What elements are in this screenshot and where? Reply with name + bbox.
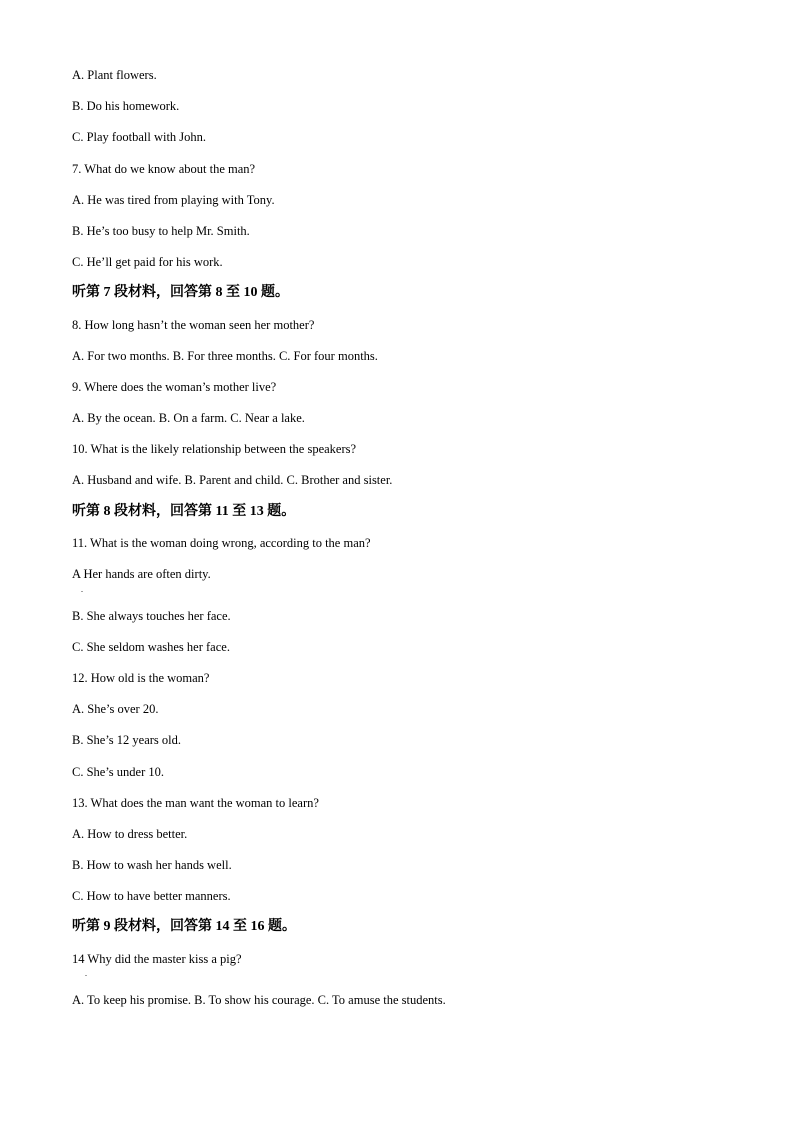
question-line: 7. What do we know about the man?	[72, 161, 256, 176]
option-line: A. How to dress better.	[72, 826, 188, 841]
option-line: B. He’s too busy to help Mr. Smith.	[72, 223, 250, 238]
option-line: C. Play football with John.	[72, 130, 207, 145]
section-heading: 听第 8 段材料，回答第 11 至 13 题。	[72, 503, 296, 519]
option-line: C. He’ll get paid for his work.	[72, 255, 223, 270]
question-line: 13. What does the man want the woman to learn?	[72, 795, 319, 810]
option-line: A. He was tired from playing with Tony.	[72, 192, 275, 207]
question-line: 10. What is the likely relationship between the speakers?	[72, 442, 357, 457]
option-line: C. She’s under 10.	[72, 764, 165, 779]
option-line: B. Do his homework.	[72, 99, 180, 114]
question-line: 11. What is the woman doing wrong, according to the man?	[72, 535, 371, 550]
stray-dot-mark: .	[81, 585, 83, 594]
question-line: 9. Where does the woman’s mother live?	[72, 379, 277, 394]
section-heading: 听第 9 段材料，回答第 14 至 16 题。	[72, 919, 296, 935]
stray-dot-mark: .	[85, 969, 87, 978]
option-line: A. By the ocean. B. On a farm. C. Near a lake.	[72, 411, 305, 426]
option-line: A. To keep his promise. B. To show his courage. C. To amuse the students.	[72, 993, 446, 1008]
option-line: A. For two months. B. For three months. C. For four months.	[72, 348, 378, 363]
option-line: A. Plant flowers.	[72, 68, 157, 82]
section-heading: 听第 7 段材料，回答第 8 至 10 题。	[72, 285, 289, 301]
question-line: 14 Why did the master kiss a pig?	[72, 951, 242, 966]
document-page	[72, 64, 752, 1020]
option-line: C. How to have better manners.	[72, 889, 231, 904]
option-line: B. How to wash her hands well.	[72, 858, 232, 873]
option-line: B. She’s 12 years old.	[72, 733, 182, 748]
option-line: A Her hands are often dirty.	[72, 567, 211, 581]
option-line: A. Husband and wife. B. Parent and child. C. Brother and sister.	[72, 473, 393, 488]
option-line: B. She always touches her face.	[72, 608, 231, 623]
option-line: C. She seldom washes her face.	[72, 639, 230, 654]
option-line: A. She’s over 20.	[72, 702, 159, 717]
question-line: 8. How long hasn’t the woman seen her mother?	[72, 317, 315, 332]
question-line: 12. How old is the woman?	[72, 670, 210, 685]
